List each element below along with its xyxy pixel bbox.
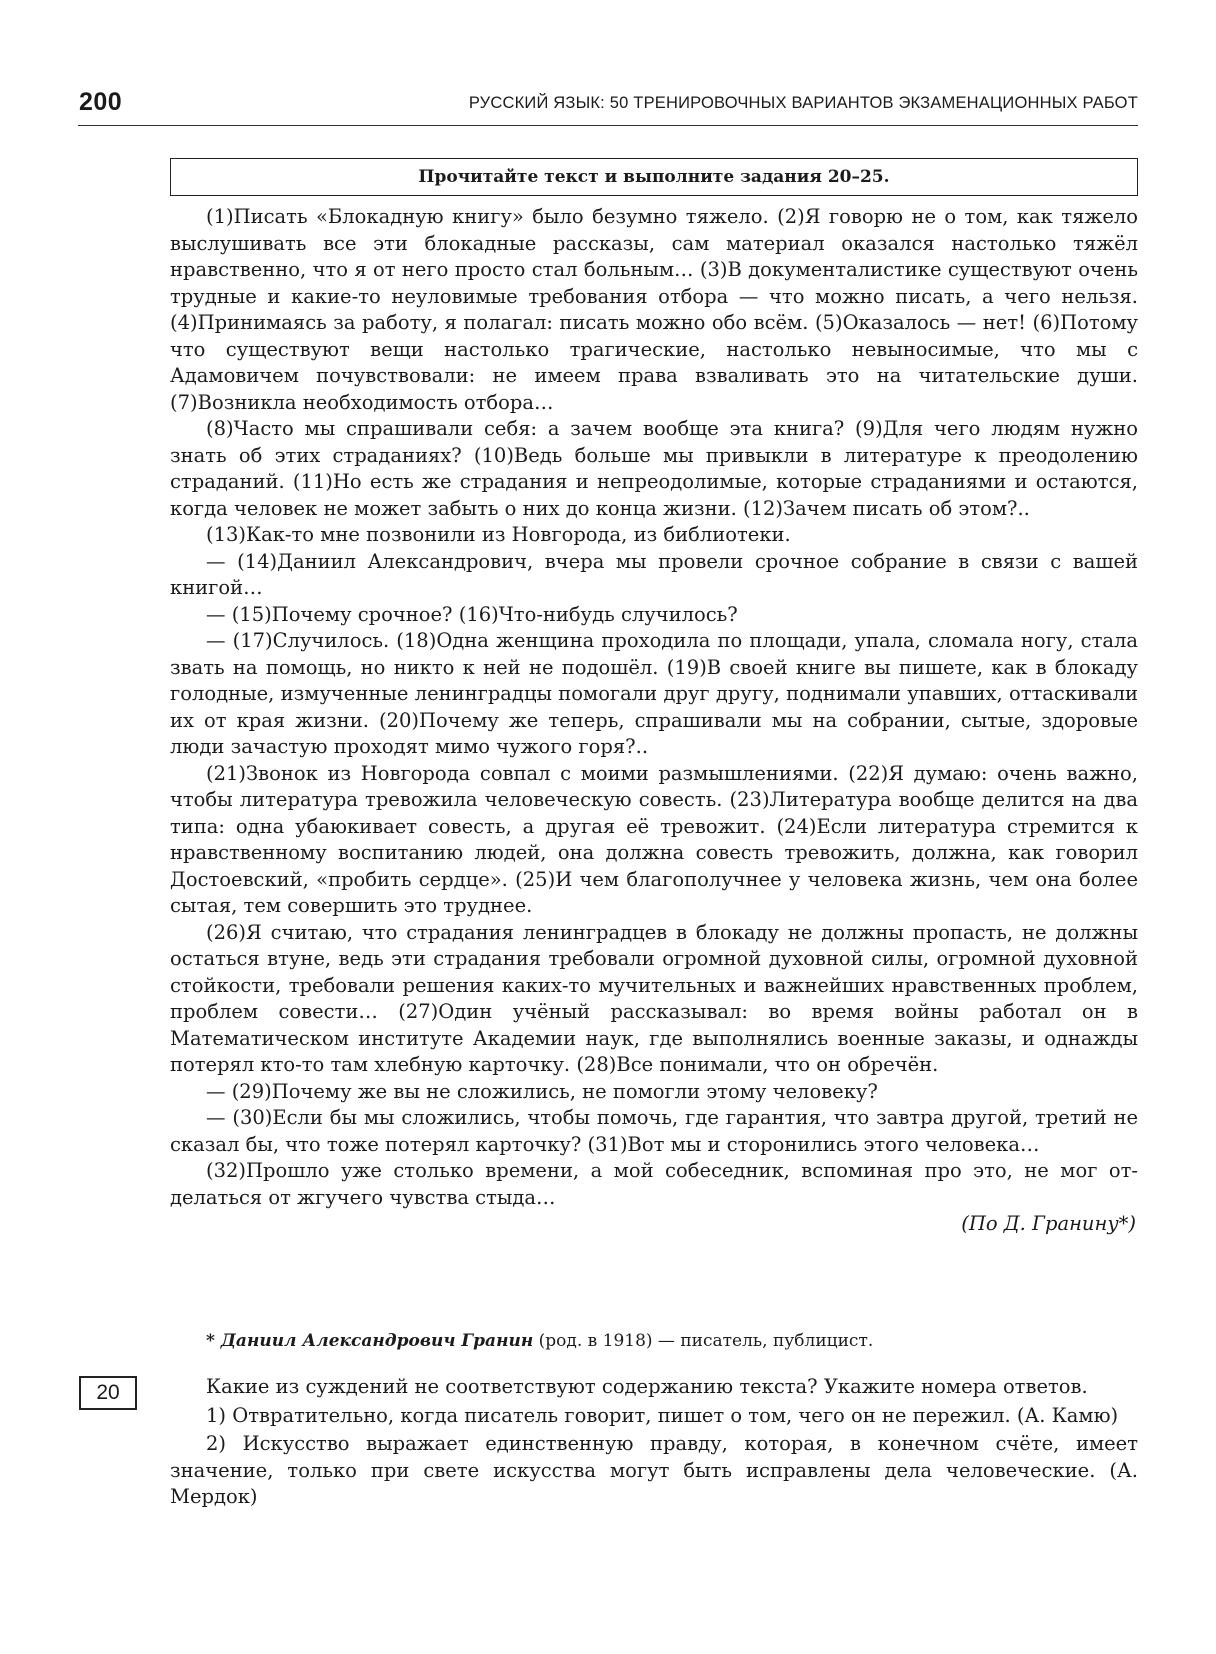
text-paragraph: (13)Как-то мне позвонили из Новгорода, из библиотеки. [206, 523, 791, 546]
answer-option: 2) Искусство выражает единственную правду, которая, в конечном счёте, имеет значение, только при свете искусства могут быть исправлены дела человеческие. (А. Мердок) [170, 1432, 1138, 1508]
text-paragraph: (21)Звонок из Новгорода совпал с моими размышлениями. (22)Я думаю: очень важно, чтобы литература тревожила человеческую совесть. (23)Литература вообще делится на два типа: одна убаюкивает совесть, а другая её тревожит. (24)Если литература стремится к нравственному воспитанию людей, она должна совесть тревожить, должна, как говорил Достоевский, «пробить сердце». (25)И чем благополучнее у человека жизнь, чем она более сытая, тем совершить это труднее. [170, 761, 1138, 917]
footnote [206, 1331, 873, 1351]
text-paragraph: (32)Прошло уже столько времени, а мой собеседник, вспоминая про это, не мог отделаться от жгучего чувства стыда… [170, 1159, 1138, 1209]
instruction-text: Прочитайте текст и выполните задания 20–25. [418, 167, 890, 187]
text-paragraph: — (30)Если бы мы сложились, чтобы помочь, где гарантия, что завтра другой, третий не сказал бы, что тоже потерял карточку? (31)Вот мы и сторонились этого человека… [170, 1106, 1138, 1156]
answer-option: 1) Отвратительно, когда писатель говорит, пишет о том, чего он не пережил. (А. Камю) [206, 1403, 1119, 1427]
question-text: Какие из суждений не соответствуют содержанию текста? Укажите номера ответов. [206, 1375, 1088, 1398]
task-number: 20 [96, 1381, 120, 1404]
text-paragraph: (1)Писать «Блокадную книгу» было безумно тяжело. (2)Я говорю не о том, как тяжело выслушивать все эти блокадные рассказы, сам материал оказался настолько тяжёл нравственно, что я от него просто стал больным… (3)В документалистике существуют очень трудные и какие-то неуловимые требования отбора — что можно писать, а чего нельзя. (4)Принимаясь за работу, я полагал: писать можно обо всём. (5)Оказалось — нет! (6)Потому что существуют вещи настолько трагические, настолько невыносимые, что мы с Адамовичем почувствовали: не имеем права взваливать это на читательские души. (7)Возникла необходимость отбора… [170, 205, 1138, 414]
header-rule [78, 125, 1138, 126]
text-paragraph: — (15)Почему срочное? (16)Что-нибудь случилось? [206, 602, 738, 626]
text-paragraph: — (29)Почему же вы не сложились, не помогли этому человеку? [206, 1079, 878, 1103]
text-paragraph: (26)Я считаю, что страдания ленинградцев в блокаду не должны пропасть, не должны остаться втуне, ведь эти страдания требовали огромной духовной силы, огромной духовной стойкости, требовали решения каких-то мучительных и важнейших нравственных проблем, проблем совести… (27)Один учёный рассказывал: во время войны работал он в Математическом институте Академии наук, где выполнялись военные заказы, и однажды потерял кто-то там хлебную карточку. (28)Все понимали, что он обречён. [170, 920, 1138, 1076]
question-block [170, 1374, 1138, 1511]
page-number: 200 [79, 88, 123, 116]
author-attribution: (По Д. Гранину*) [961, 1212, 1136, 1235]
instruction-box [170, 158, 1138, 196]
task-number-box [79, 1376, 137, 1410]
text-paragraph: — (17)Случилось. (18)Одна женщина проходила по площади, упала, сломала ногу, стала звать на помощь, но никто к ней не подошёл. (19)В своей книге вы пишете, как в блокаду голодные, измученные ленинградцы помогали друг другу, поднимали упавших, оттаскивали их от края жизни. (20)Почему же теперь, спрашивали мы на собрании, сытые, здоровые люди зачастую проходят мимо чужого горя?.. [170, 629, 1138, 758]
running-header-title: РУССКИЙ ЯЗЫК: 50 ТРЕНИРОВОЧНЫХ ВАРИАНТОВ ЭКЗАМЕНАЦИОННЫХ РАБОТ [468, 94, 1138, 112]
footnote-text: (род. в 1918) — писатель, публицист. [533, 1331, 874, 1351]
footnote-name: * Даниил Александрович Гранин [206, 1331, 534, 1351]
text-paragraph: (8)Часто мы спрашивали себя: а зачем вообще эта книга? (9)Для чего людям нужно знать об этих страданиях? (10)Ведь больше мы привыкли в литературе к преодолению страданий. (11)Но есть же страдания и непреодолимые, которые страданиями и остаются, когда человек не может забыть о них до конца жизни. (12)Зачем писать об этом?.. [170, 417, 1138, 520]
text-paragraph: — (14)Даниил Александрович, вчера мы провели срочное собрание в связи с вашей книгой… [170, 549, 1138, 599]
reading-text [170, 204, 1138, 1238]
